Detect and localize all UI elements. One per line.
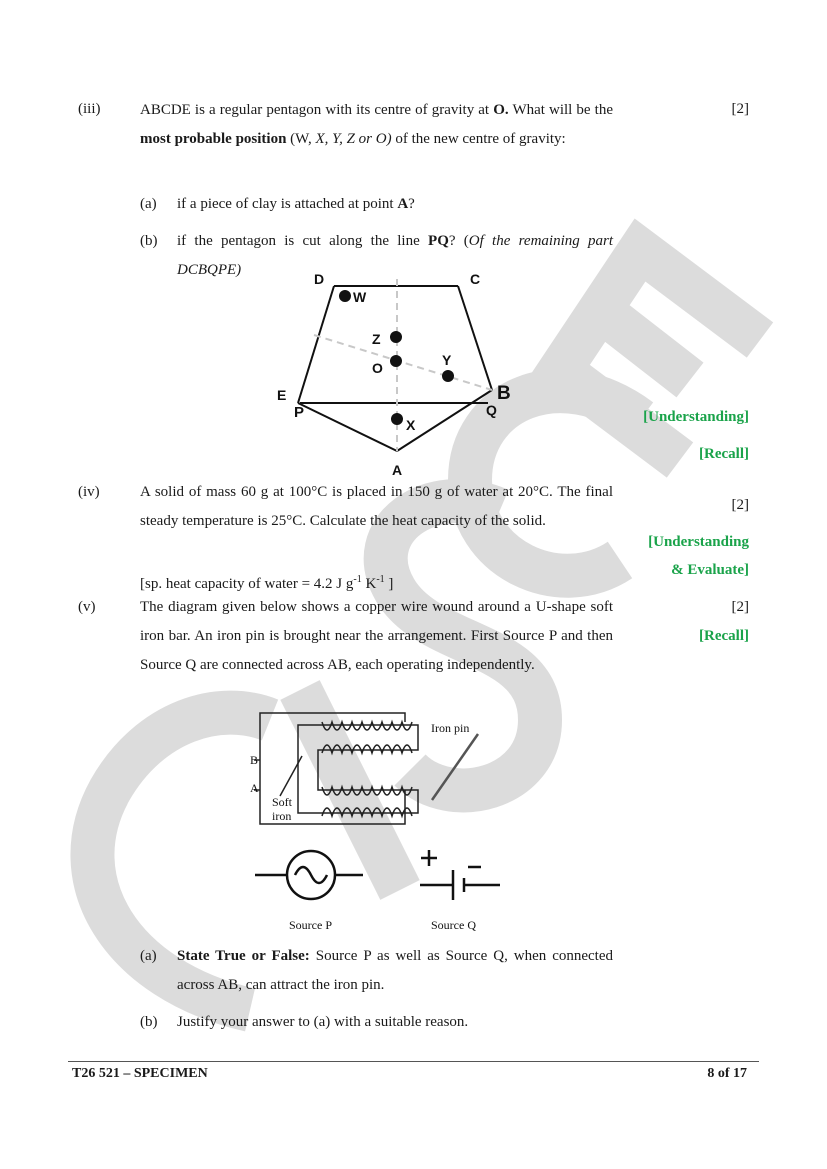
point-x	[391, 413, 403, 425]
q3a-text: if a piece of clay is attached at point A?	[177, 196, 415, 212]
label-y: Y	[442, 352, 452, 368]
electromagnet-diagram	[240, 708, 490, 833]
q5-tag-recall: [Recall]	[699, 628, 749, 644]
q4-tag-understanding: [Understanding	[648, 534, 749, 550]
label-w: W	[353, 289, 367, 305]
label-c: C	[470, 271, 481, 287]
q4-number: (iv)	[78, 484, 100, 500]
label-z: Z	[372, 331, 381, 347]
iron-pin	[432, 734, 478, 800]
point-o	[390, 355, 402, 367]
q5a-label: (a)	[140, 948, 157, 964]
edge-ea	[298, 403, 397, 451]
q5b-text: Justify your answer to (a) with a suitable reason.	[177, 1014, 469, 1030]
label-e: E	[277, 387, 287, 403]
soft-label: Soft	[272, 795, 293, 809]
source-p-label: Source P	[289, 918, 332, 932]
symmetry-line-diagonal	[314, 335, 492, 390]
sine-wave-icon	[295, 867, 327, 883]
label-d: D	[314, 271, 325, 287]
bottom-coil	[322, 787, 412, 816]
label-o: O	[372, 360, 383, 376]
top-coil	[322, 722, 412, 753]
point-z	[390, 331, 402, 343]
iron-pin-label: Iron pin	[431, 721, 470, 735]
q3a-label: (a)	[140, 196, 157, 212]
q5-number: (v)	[78, 599, 96, 615]
q5a-text: State True or False: Source P as well as Source Q, when connected across AB, can attract the iron pin.	[177, 948, 614, 993]
q3-marks: [2]	[731, 101, 749, 117]
q3b-label: (b)	[140, 233, 158, 249]
label-x: X	[406, 417, 416, 433]
q5-text: The diagram given below shows a copper wire wound around a U-shape soft iron bar. An iron pin is brought near the arrangement. First Source P and then Source Q are connected across AB, each operating independently.	[140, 599, 613, 673]
q3-text: ABCDE is a regular pentagon with its centre of gravity at O. What will be the most probable position (W, X, Y, Z or O) of the new centre of gravity:	[140, 102, 614, 147]
q4-marks: [2]	[731, 497, 749, 513]
footer-page-number: 8 of 17	[707, 1066, 747, 1081]
edge-de	[298, 286, 334, 403]
q3-tag-understanding: [Understanding]	[643, 409, 749, 425]
q4-hint: [sp. heat capacity of water = 4.2 J $g^{-1}$ $K^{-1}$ ]	[140, 574, 394, 592]
label-a-terminal: A	[250, 781, 259, 795]
q3-tag-recall: [Recall]	[699, 446, 749, 462]
label-b: B	[497, 383, 511, 404]
q4-tag-evaluate: & Evaluate]	[671, 562, 749, 578]
iron-label: iron	[272, 809, 292, 823]
label-b-terminal: B	[250, 753, 259, 767]
q3b-text: if the pentagon is cut along the line PQ? (Of the remaining part DCBQPE)	[177, 233, 614, 278]
footer-rule	[68, 1061, 759, 1062]
q5-marks: [2]	[731, 599, 749, 615]
pentagon-diagram	[270, 265, 520, 480]
point-y	[442, 370, 454, 382]
label-q: Q	[486, 402, 497, 418]
q3-number: (iii)	[78, 101, 101, 117]
footer-code: T26 521 – SPECIMEN	[72, 1066, 208, 1081]
edge-cb	[458, 286, 492, 390]
q4-text: A solid of mass 60 g at 100°C is placed in 150 g of water at 20°C. The final steady temperature is 25°C. Calculate the heat capacity of the solid.	[140, 484, 613, 529]
source-q-label: Source Q	[431, 918, 476, 932]
point-w	[339, 290, 351, 302]
q5b-label: (b)	[140, 1014, 158, 1030]
sources-diagram	[245, 840, 515, 940]
u-shape-soft-iron	[298, 725, 418, 813]
label-p: P	[294, 404, 305, 421]
label-a: A	[392, 462, 403, 478]
